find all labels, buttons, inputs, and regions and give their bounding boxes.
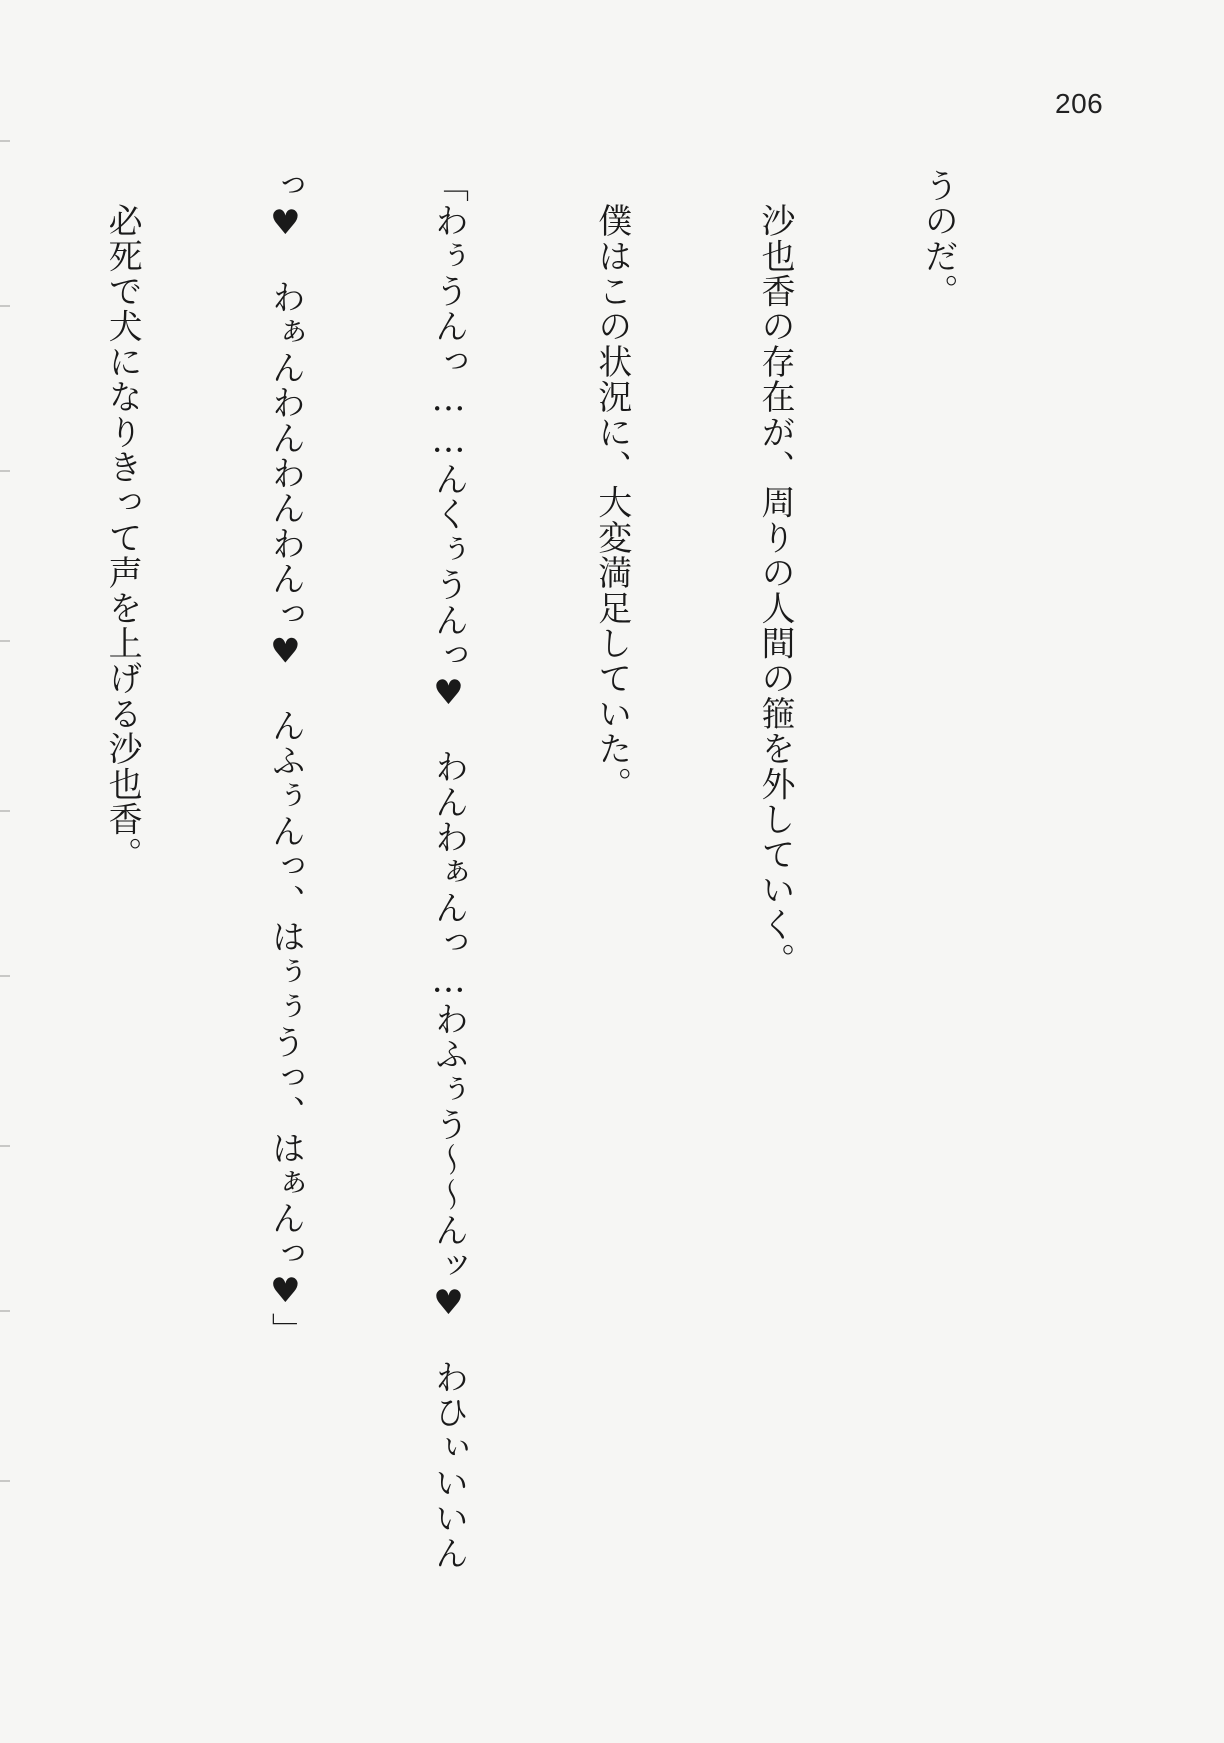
text-line: 僕はこの状況に、大変満足していた。 (591, 168, 632, 802)
text-line: 必死で犬になりきって声を上げる沙也香。 (102, 168, 143, 872)
text-line: 沙也香の存在が、周りの人間の箍を外していく。 (754, 168, 795, 978)
vertical-body-text (0, 168, 1074, 1598)
text-line: っ♥ わぁんわんわんわんっ♥ んふぅんっ、はぅぅうっ、はぁんっ♥」 (265, 168, 306, 1348)
text-line: 「わぅうんっ……んくぅうんっ♥ わんわぁんっ…わふぅう〜〜んッ♥ わひぃいいん (428, 168, 469, 1571)
page-number: 206 (1055, 88, 1104, 119)
text-line: うのだ。 (918, 168, 959, 309)
